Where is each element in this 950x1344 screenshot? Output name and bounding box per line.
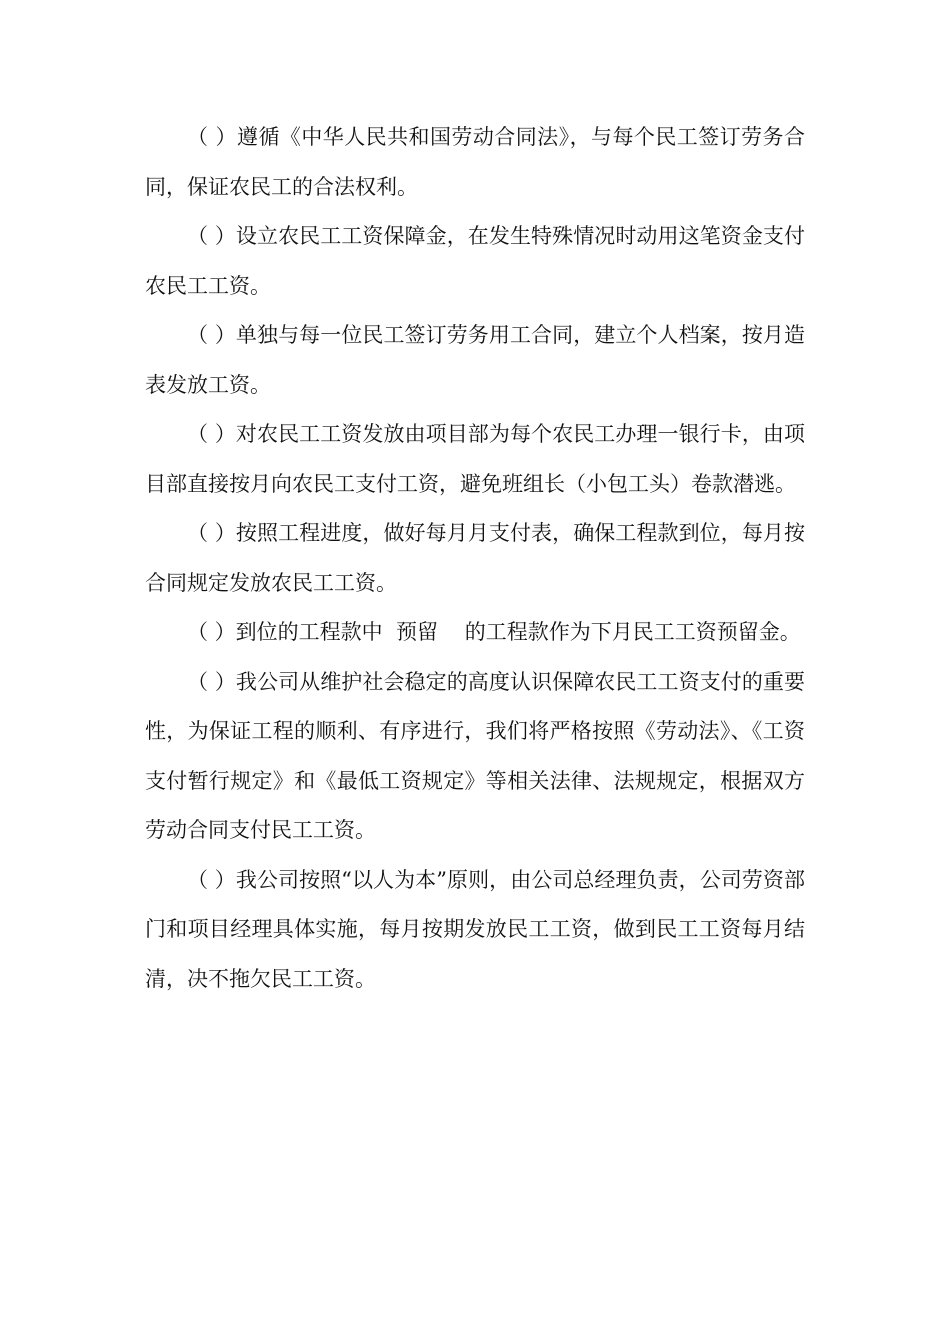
- paragraph-bank-card: （ ）对农民工工资发放由项目部为每个农民工办理一银行卡，由项目部直接按月向农民工支付工资，避免班组长（小包工头）卷款潜逃。: [145, 422, 805, 496]
- paragraph-people-oriented: （ ）我公司按照“以人为本”原则，由公司总经理负责，公司劳资部门和项目经理具体实施，每月按期发放民工工资，做到民工工资每月结清，决不拖欠民工工资。: [145, 867, 805, 991]
- paragraph-wage-guarantee-fund: （ ）设立农民工工资保障金，在发生特殊情况时动用这笔资金支付农民工工资。: [145, 224, 805, 298]
- paragraph-legal-compliance: （ ）我公司从维护社会稳定的高度认识保障农民工工资支付的重要性，为保证工程的顺利、有序进行，我们将严格按照《劳动法》、《工资支付暂行规定》和《最低工资规定》等相关法律、法规规定，根据双方劳动合同支付民工工资。: [145, 669, 805, 842]
- paragraph-labor-contract: （ ）遵循《中华人民共和国劳动合同法》，与每个民工签订劳务合同，保证农民工的合法权利。: [145, 125, 805, 199]
- document-body: [145, 113, 805, 1004]
- paragraph-reserve-fund: （ ）到位的工程款中 预留 的工程款作为下月民工工资预留金。: [187, 620, 801, 644]
- paragraph-individual-contract: （ ）单独与每一位民工签订劳务用工合同，建立个人档案，按月造表发放工资。: [145, 323, 805, 397]
- paragraph-monthly-payment: （ ）按照工程进度，做好每月月支付表，确保工程款到位，每月按合同规定发放农民工工资。: [145, 521, 805, 595]
